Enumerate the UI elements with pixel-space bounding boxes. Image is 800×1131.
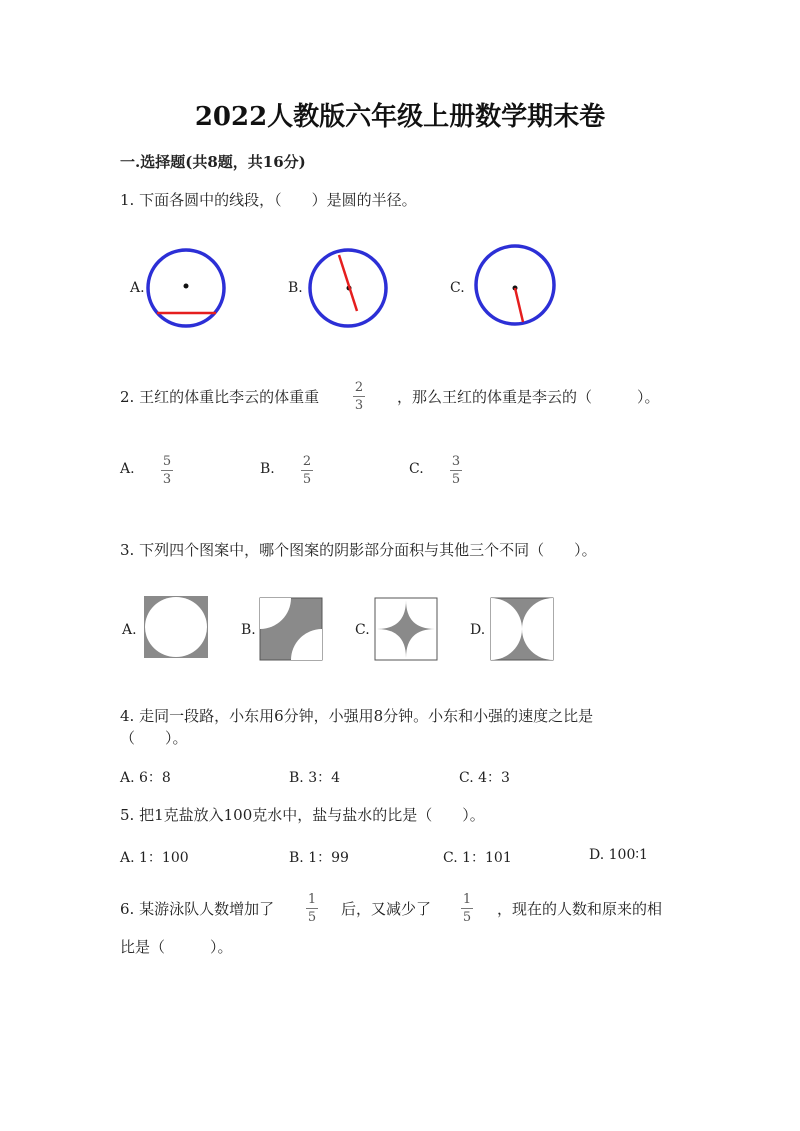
q5-option-d: D. 100∶1 (589, 847, 648, 863)
numerator: 5 (162, 454, 172, 469)
question-6-text-part3: ，现在的人数和原来的相 (497, 900, 663, 918)
q3-option-a-label: A. (122, 622, 137, 638)
question-6-text-line2: 比是（ ）。 (120, 938, 233, 956)
q5-option-a: A. 1：100 (120, 850, 189, 866)
question-4-text-line2: （ ）。 (120, 729, 188, 747)
q2-option-a-fraction (161, 454, 173, 487)
q2-option-a-label: A. (120, 461, 135, 477)
question-1-text: 1. 下面各圆中的线段，（ ）是圆的半径。 (120, 191, 417, 209)
q4-option-a: A. 6：8 (120, 770, 171, 786)
page-title: 2022人教版六年级上册数学期末卷 (194, 102, 606, 132)
question-6-text-part2: 后，又减少了 (341, 900, 432, 918)
inner-circle (145, 597, 207, 657)
center-dot (184, 284, 189, 289)
radius-segment (515, 288, 523, 322)
q2-option-b-label: B. (260, 461, 275, 477)
fraction-bar (161, 470, 173, 471)
q3-option-b-label: B. (241, 622, 256, 638)
q6-fraction-1 (306, 892, 318, 925)
numerator: 2 (302, 454, 312, 469)
q3-option-d-figure (491, 598, 553, 660)
q6-fraction-2 (461, 892, 473, 925)
diameter-segment (339, 255, 357, 311)
section-heading: 一.选择题(共8题，共16分) (120, 153, 306, 171)
numerator: 3 (451, 454, 461, 469)
q1-option-c-figure (474, 244, 558, 328)
fraction-bar (353, 396, 365, 397)
q4-option-c: C. 4：3 (459, 770, 510, 786)
q4-option-b: B. 3：4 (289, 770, 341, 786)
denominator: 5 (302, 472, 312, 487)
denominator: 5 (451, 472, 461, 487)
q1-option-a-label: A. (130, 280, 145, 296)
question-4-text-line1: 4. 走同一段路，小东用6分钟，小强用8分钟。小东和小强的速度之比是 (120, 707, 594, 725)
q5-option-b: B. 1：99 (289, 850, 349, 866)
q1-option-b-label: B. (288, 280, 303, 296)
fraction-bar (301, 470, 313, 471)
q1-option-c-label: C. (450, 280, 465, 296)
q2-fraction (353, 380, 365, 413)
q5-option-c: C. 1：101 (443, 850, 512, 866)
q3-option-b-figure (260, 598, 322, 660)
q3-option-d-label: D. (470, 622, 486, 638)
question-5-text: 5. 把1克盐放入100克水中，盐与盐水的比是（ ）。 (120, 806, 485, 824)
q2-option-c-label: C. (409, 461, 424, 477)
denominator: 3 (162, 472, 172, 487)
question-3-text: 3. 下列四个图案中，哪个图案的阴影部分面积与其他三个不同（ ）。 (120, 541, 597, 559)
question-2-text-start: 2. 王红的体重比李云的体重重 (120, 388, 320, 406)
numerator: 2 (354, 380, 364, 395)
q2-option-b-fraction (301, 454, 313, 487)
denominator: 3 (354, 398, 364, 413)
fraction-bar (306, 908, 318, 909)
denominator: 5 (462, 910, 472, 925)
question-6-text-part1: 6. 某游泳队人数增加了 (120, 900, 275, 918)
fraction-bar (461, 908, 473, 909)
q3-option-a-figure (144, 596, 208, 658)
question-2-text-end: ，那么王红的体重是李云的（ ）。 (397, 388, 660, 406)
q1-option-a-figure (146, 248, 228, 330)
q1-option-b-figure (308, 248, 390, 330)
fraction-bar (450, 470, 462, 471)
denominator: 5 (307, 910, 317, 925)
q3-option-c-figure (375, 598, 437, 660)
q2-option-c-fraction (450, 454, 462, 487)
q3-option-c-label: C. (355, 622, 370, 638)
numerator: 1 (462, 892, 472, 907)
numerator: 1 (307, 892, 317, 907)
circle-shape (476, 246, 554, 324)
